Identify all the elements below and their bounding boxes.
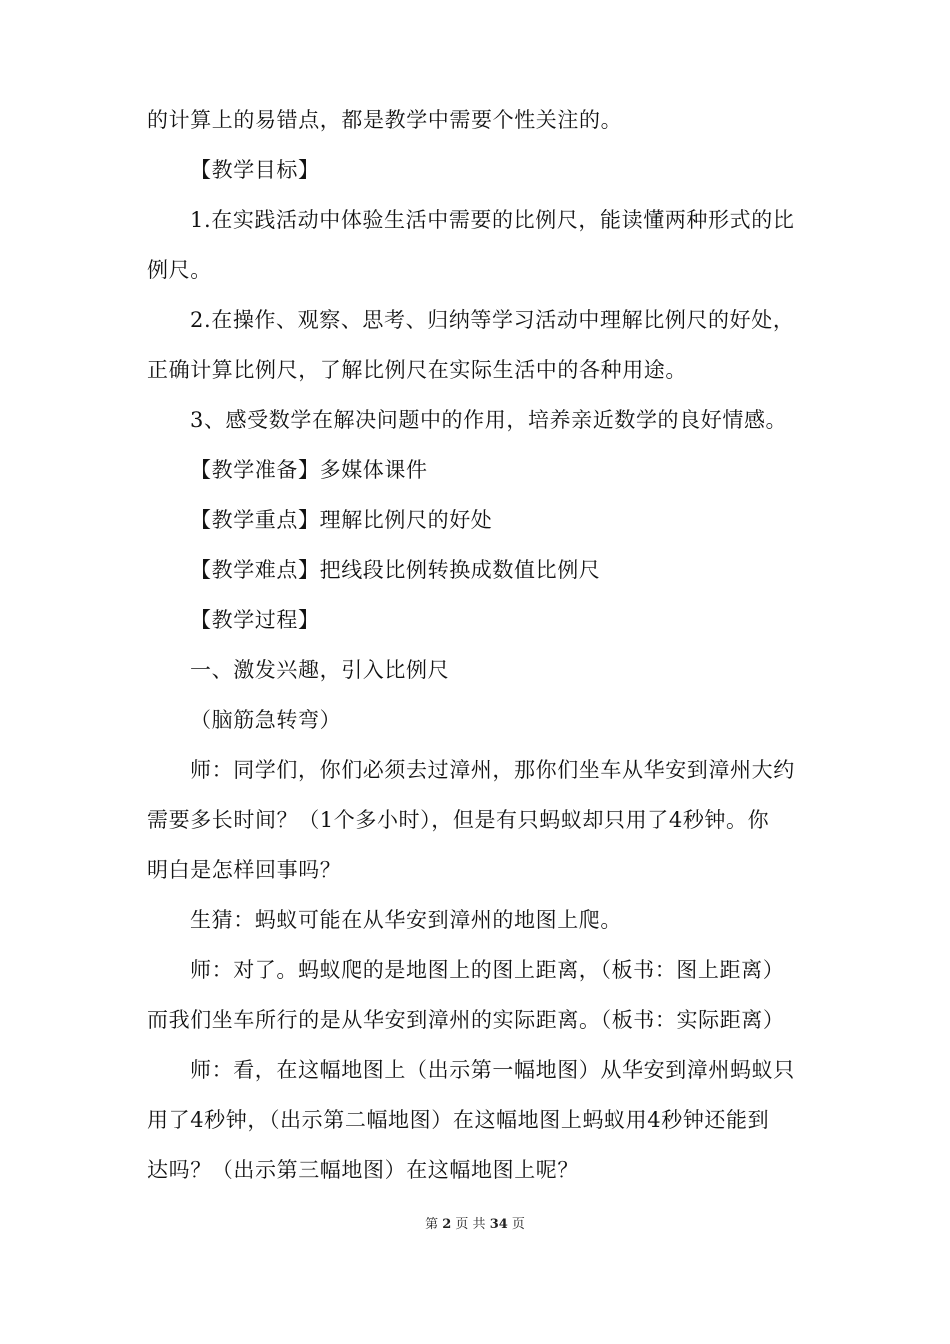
subsection-heading: 一、激发兴趣，引入比例尺 [190, 658, 450, 682]
section-heading-key-points: 【教学重点】理解比例尺的好处 [190, 508, 493, 532]
text-line: 3、感受数学在解决问题中的作用，培养亲近数学的良好情感。 [190, 408, 788, 432]
text-line: 而我们坐车所行的是从华安到漳州的实际距离。（板书：实际距离） [147, 1008, 785, 1032]
text-line: 例尺。 [147, 258, 212, 282]
page-footer [0, 1216, 950, 1234]
footer-suffix: 页 [511, 1217, 525, 1232]
text-line: 师：同学们，你们必须去过漳州，那你们坐车从华安到漳州大约 [190, 758, 795, 782]
text-line: 的计算上的易错点，都是教学中需要个性关注的。 [147, 108, 623, 132]
text-line: 师：对了。蚂蚁爬的是地图上的图上距离，（板书：图上距离） [190, 958, 785, 982]
section-heading-difficulties: 【教学难点】把线段比例转换成数值比例尺 [190, 558, 601, 582]
section-heading-objectives: 【教学目标】 [190, 158, 320, 182]
text-line: 2.在操作、观察、思考、归纳等学习活动中理解比例尺的好处， [190, 308, 795, 332]
text-line: 需要多长时间？（1个多小时），但是有只蚂蚁却只用了4秒钟。你 [147, 808, 770, 832]
text-line: 用了4秒钟，（出示第二幅地图）在这幅地图上蚂蚁用4秒钟还能到 [147, 1108, 770, 1132]
text-line: （脑筋急转弯） [190, 708, 342, 732]
footer-prefix: 第 [425, 1217, 439, 1232]
footer-page-number: 2 [442, 1217, 452, 1232]
section-heading-process: 【教学过程】 [190, 608, 320, 632]
text-line: 明白是怎样回事吗？ [147, 858, 342, 882]
text-line: 达吗？（出示第三幅地图）在这幅地图上呢？ [147, 1158, 579, 1182]
text-line: 1.在实践活动中体验生活中需要的比例尺，能读懂两种形式的比 [190, 208, 795, 232]
footer-middle: 页 共 [455, 1217, 486, 1232]
section-heading-preparation: 【教学准备】多媒体课件 [190, 458, 428, 482]
text-line: 生猜：蚂蚁可能在从华安到漳州的地图上爬。 [190, 908, 622, 932]
text-line: 师：看，在这幅地图上（出示第一幅地图）从华安到漳州蚂蚁只 [190, 1058, 795, 1082]
text-line: 正确计算比例尺，了解比例尺在实际生活中的各种用途。 [147, 358, 687, 382]
footer-total-pages: 34 [489, 1217, 508, 1232]
